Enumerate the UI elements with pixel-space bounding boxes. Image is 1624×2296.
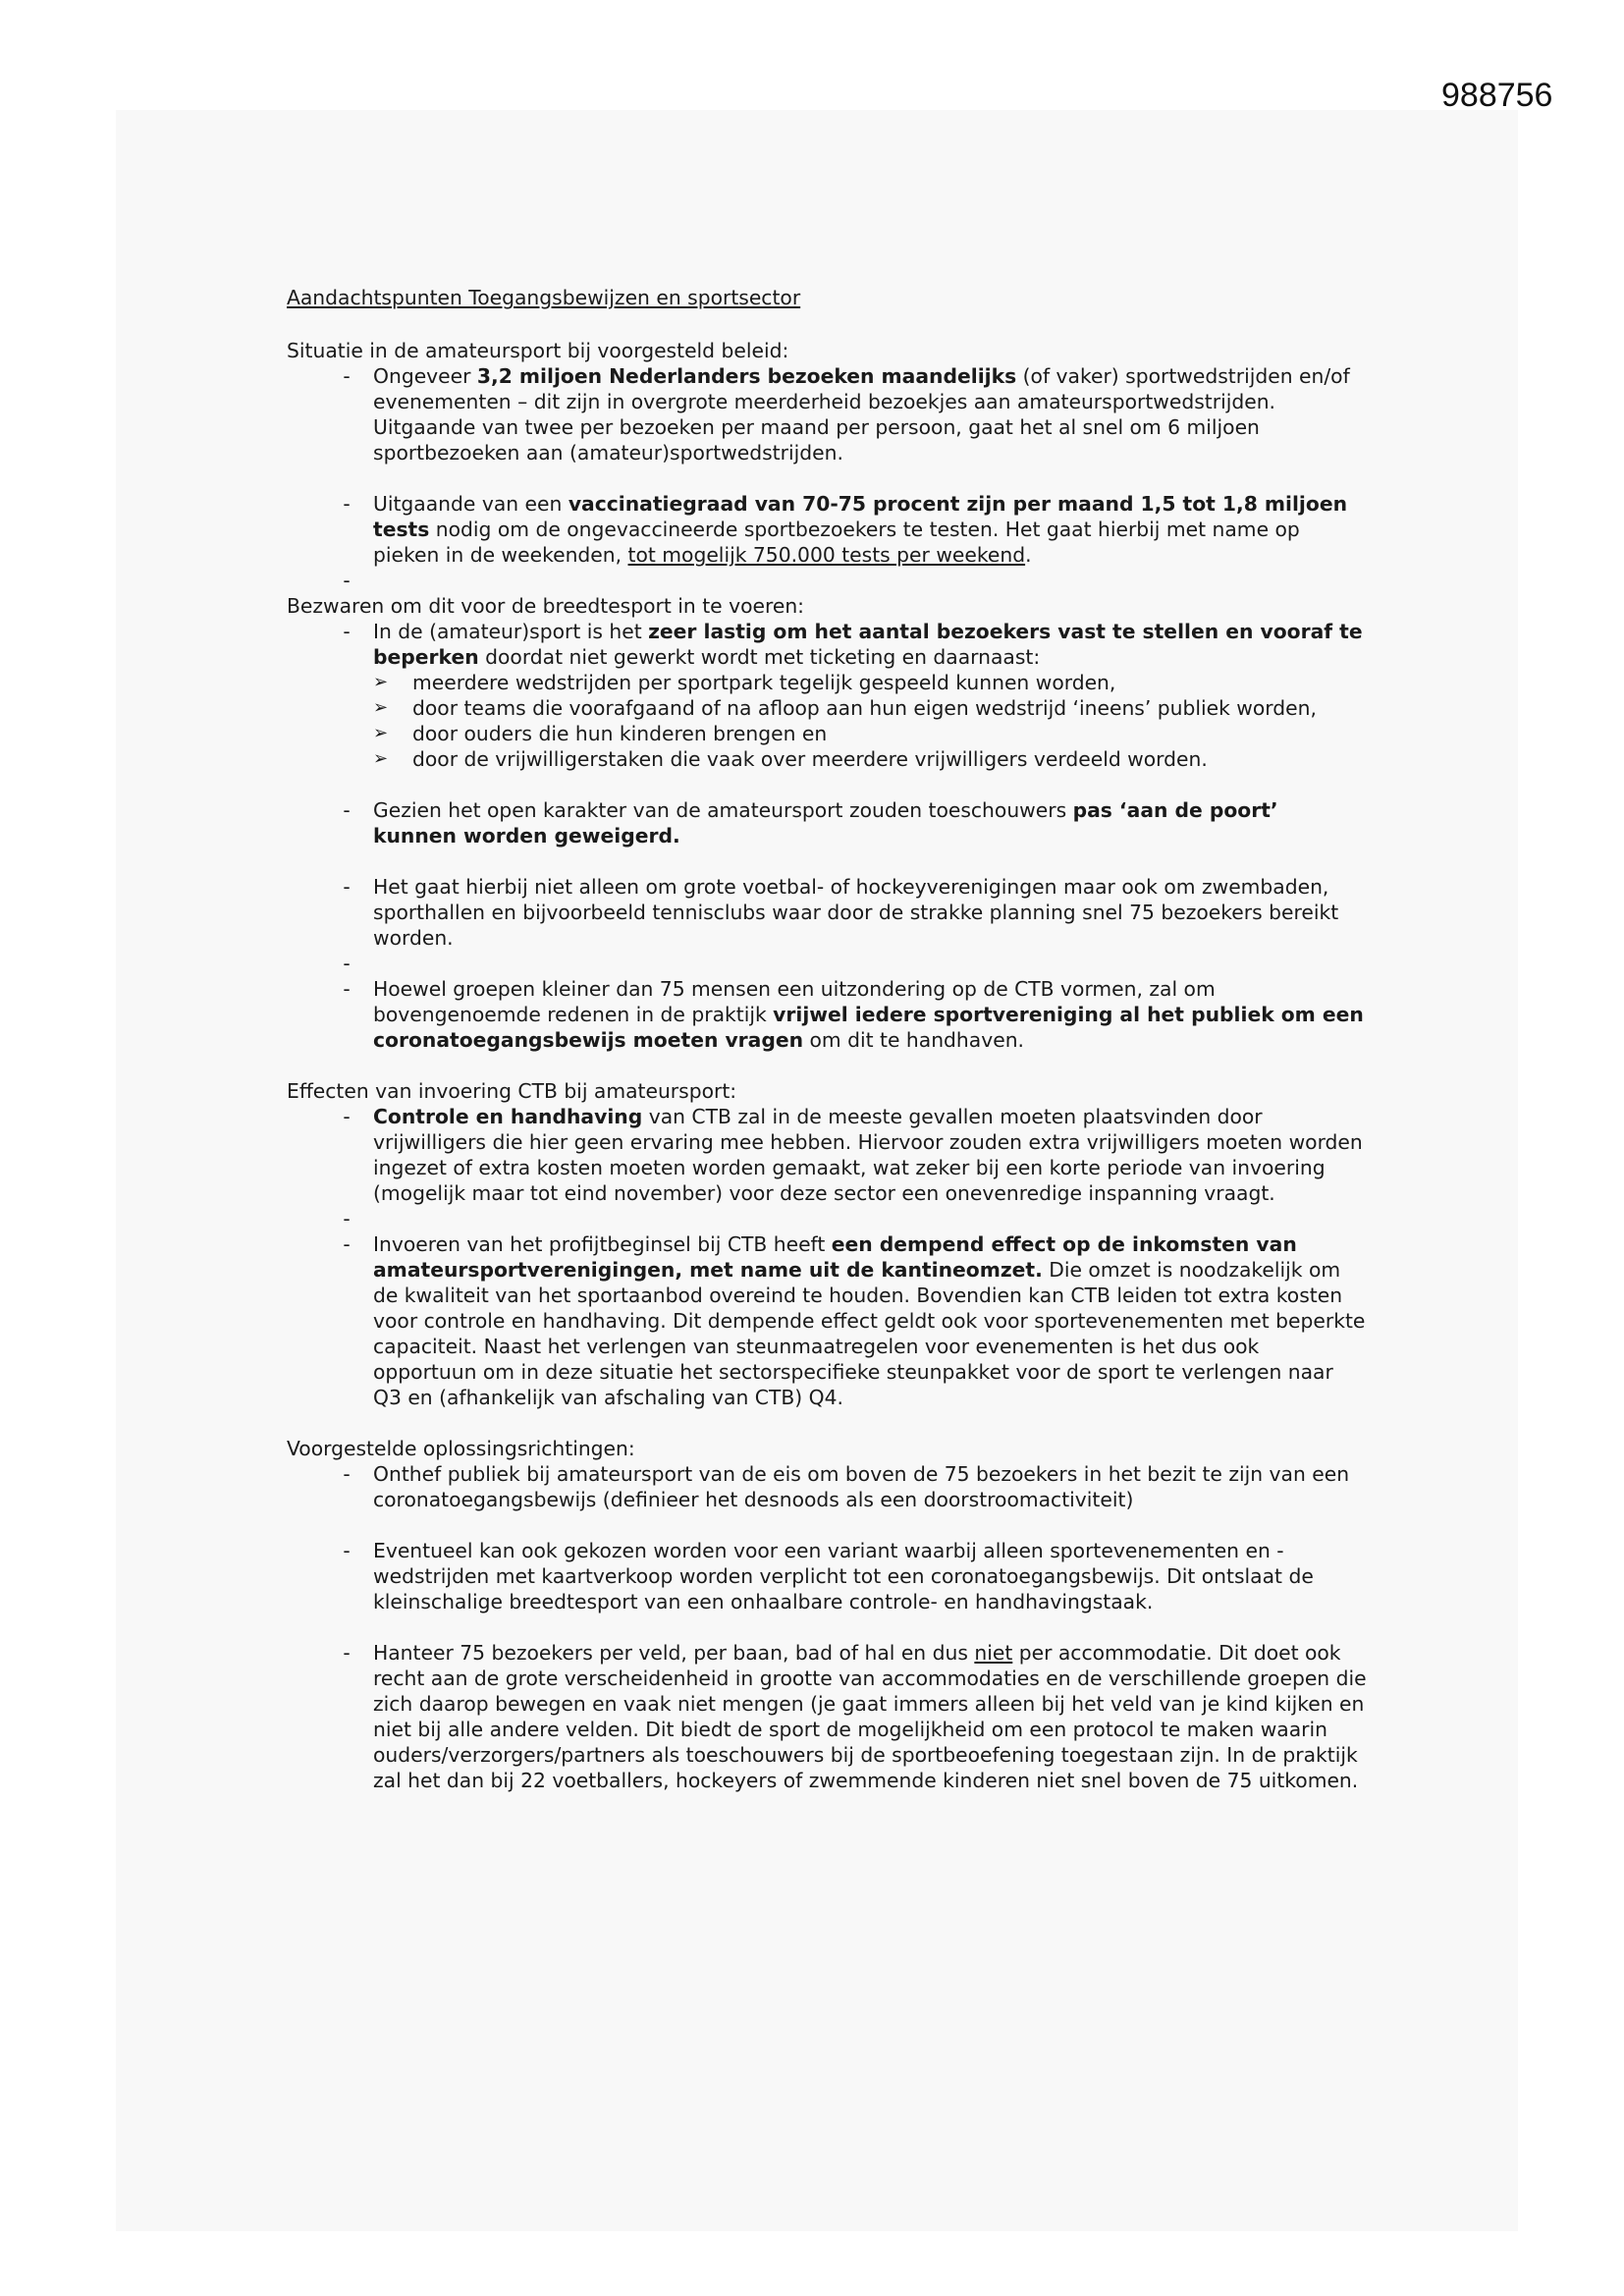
dash-bullet: - xyxy=(343,875,351,899)
dash-bullet: - xyxy=(343,364,351,388)
list-item: - Ongeveer 3,2 miljoen Nederlanders bezoeken maandelijks (of vaker) sportwedstrijden en/of evenementen – dit zijn in overgrote meerderheid bezoekjes aan amateursportwedstrijden. Uitgaande van twee per bezoeken per maand per persoon, gaat het al snel om 6 miljoen sportbezoeken aan (amateur)sportwedstrijden. xyxy=(287,363,1367,465)
dash-bullet: - xyxy=(343,977,351,1001)
list-item: - Controle en handhaving van CTB zal in de meeste gevallen moeten plaatsvinden door vrijwilligers die hier geen ervaring mee hebben. Hiervoor zouden extra vrijwilligers moeten worden ingezet of extra kosten moeten worden gemaakt, wat zeker bij een korte periode van invoering (mogelijk maar tot eind november) voor deze sector een onevenredige inspanning vraagt. xyxy=(287,1104,1367,1206)
list-item: - Eventueel kan ook gekozen worden voor een variant waarbij alleen sportevenementen en -wedstrijden met kaartverkoop worden verplicht tot een coronatoegangsbewijs. Dit ontslaat de kleinschalige breedtesport van een onhaalbare controle- en handhavingstaak. xyxy=(287,1538,1367,1614)
bold-text: vrijwel iedere sportvereniging al het publiek om een coronatoegangsbewijs moeten vragen xyxy=(373,1003,1364,1052)
dash-bullet: - xyxy=(343,1539,351,1562)
document-title: Aandachtspunten Toegangsbewijzen en sportsector xyxy=(287,286,801,309)
list-item: - Het gaat hierbij niet alleen om grote voetbal- of hockeyverenigingen maar ook om zwembaden, sporthallen en bijvoorbeeld tennisclubs waar door de strakke planning snel 75 bezoekers bereikt worden. xyxy=(287,874,1367,951)
dash-bullet: - xyxy=(343,1641,351,1665)
section-heading-bezwaren: Bezwaren om dit voor de breedtesport in te voeren: xyxy=(287,594,805,618)
underlined-text: niet xyxy=(974,1641,1013,1665)
dash-bullet: - xyxy=(343,1232,351,1256)
dash-bullet: - xyxy=(343,569,351,592)
arrow-bullet-icon: ➢ xyxy=(373,697,389,718)
bold-text: Controle en handhaving xyxy=(373,1105,643,1128)
empty-list-item xyxy=(287,951,1367,976)
section-heading-situatie: Situatie in de amateursport bij voorgesteld beleid: xyxy=(287,339,789,362)
arrow-bullet-icon: ➢ xyxy=(373,748,389,769)
dash-bullet: - xyxy=(343,1105,351,1128)
section-heading-oplossingen: Voorgestelde oplossingsrichtingen: xyxy=(287,1437,635,1460)
list-item: - In de (amateur)sport is het zeer lastig om het aantal bezoekers vast te stellen en vooraf te beperken doordat niet gewerkt wordt met ticketing en daarnaast: ➢ meerdere wedstrijden per sportpark tegelijk gespeeld kunnen worden, ➢ door teams die voorafgaand of na afloop aan hun eigen wedstrijd ‘ineens’ publiek worden, ➢ door ouders die hun kinderen brengen en ➢ door de vrijwilligerstaken die vaak over meerdere vrijwilligers verdeeld worden. xyxy=(287,619,1367,772)
arrow-bullet-icon: ➢ xyxy=(373,723,389,743)
sub-list-item: ➢ door ouders die hun kinderen brengen en xyxy=(373,722,828,745)
dash-bullet: - xyxy=(343,952,351,975)
dash-bullet: - xyxy=(343,1207,351,1230)
bold-text: pas ‘aan de poort’ kunnen worden geweigerd. xyxy=(373,798,1278,847)
arrow-bullet-icon: ➢ xyxy=(373,672,389,692)
list-item: - Hoewel groepen kleiner dan 75 mensen een uitzondering op de CTB vormen, zal om bovengenoemde redenen in de praktijk vrijwel iedere sportvereniging al het publiek om een coronatoegangsbewijs moeten vragen om dit te handhaven. xyxy=(287,976,1367,1053)
sub-list-item: ➢ door de vrijwilligerstaken die vaak over meerdere vrijwilligers verdeeld worden. xyxy=(373,747,1208,771)
empty-list-item xyxy=(287,568,1367,593)
bold-text: zeer lastig om het aantal bezoekers vast te stellen en vooraf te beperken xyxy=(373,620,1363,669)
dash-bullet: - xyxy=(343,798,351,822)
bold-text: vaccinatiegraad van 70-75 procent zijn per maand 1,5 tot 1,8 miljoen tests xyxy=(373,492,1348,541)
document-body xyxy=(287,285,1367,1793)
list-item: - Uitgaande van een vaccinatiegraad van 70-75 procent zijn per maand 1,5 tot 1,8 miljoen tests nodig om de ongevaccineerde sportbezoekers te testen. Het gaat hierbij met name op pieken in de weekenden, tot mogelijk 750.000 tests per weekend. xyxy=(287,491,1367,568)
underlined-text: tot mogelijk 750.000 tests per weekend xyxy=(627,543,1026,567)
list-item: - Invoeren van het profijtbeginsel bij CTB heeft een dempend effect op de inkomsten van amateursportverenigingen, met name uit de kantineomzet. Die omzet is noodzakelijk om de kwaliteit van het sportaanbod overeind te houden. Bovendien kan CTB leiden tot extra kosten voor controle en handhaving. Dit dempende effect geldt ook voor sportevenementen met beperkte capaciteit. Naast het verlengen van steunmaatregelen voor evenementen is het dus ook opportuun om in deze situatie het sectorspecifieke steunpakket voor de sport te verlengen naar Q3 en (afhankelijk van afschaling van CTB) Q4. xyxy=(287,1231,1367,1410)
dash-bullet: - xyxy=(343,492,351,516)
list-item: - Hanteer 75 bezoekers per veld, per baan, bad of hal en dus niet per accommodatie. Dit doet ook recht aan de grote verscheidenheid in grootte van accommodaties en de verschillende groepen die zich daarop bewegen en vaak niet mengen (je gaat immers alleen bij het veld van je kind kijken en niet bij alle andere velden. Dit biedt de sport de mogelijkheid om een protocol te maken waarin ouders/verzorgers/partners als toeschouwers bij de sportbeoefening toegestaan zijn. In de praktijk zal het dan bij 22 voetballers, hockeyers of zwemmende kinderen niet snel boven de 75 uitkomen. xyxy=(287,1640,1367,1793)
document-id: 988756 xyxy=(1441,77,1553,114)
list-item: - Gezien het open karakter van de amateursport zouden toeschouwers pas ‘aan de poort’ kunnen worden geweigerd. xyxy=(287,797,1367,848)
bold-text: 3,2 miljoen Nederlanders bezoeken maandelijks xyxy=(476,364,1017,388)
sub-list-item: ➢ door teams die voorafgaand of na afloop aan hun eigen wedstrijd ‘ineens’ publiek worden, xyxy=(373,696,1317,720)
list-item: - Onthef publiek bij amateursport van de eis om boven de 75 bezoekers in het bezit te zijn van een coronatoegangsbewijs (definieer het desnoods als een doorstroomactiviteit) xyxy=(287,1461,1367,1512)
empty-list-item xyxy=(287,1206,1367,1231)
sub-list-item: ➢ meerdere wedstrijden per sportpark tegelijk gespeeld kunnen worden, xyxy=(373,671,1116,694)
dash-bullet: - xyxy=(343,1462,351,1486)
bold-text: een dempend effect op de inkomsten van amateursportverenigingen, met name uit de kantineomzet. xyxy=(373,1232,1297,1282)
section-heading-effecten: Effecten van invoering CTB bij amateursport: xyxy=(287,1079,737,1103)
dash-bullet: - xyxy=(343,620,351,643)
